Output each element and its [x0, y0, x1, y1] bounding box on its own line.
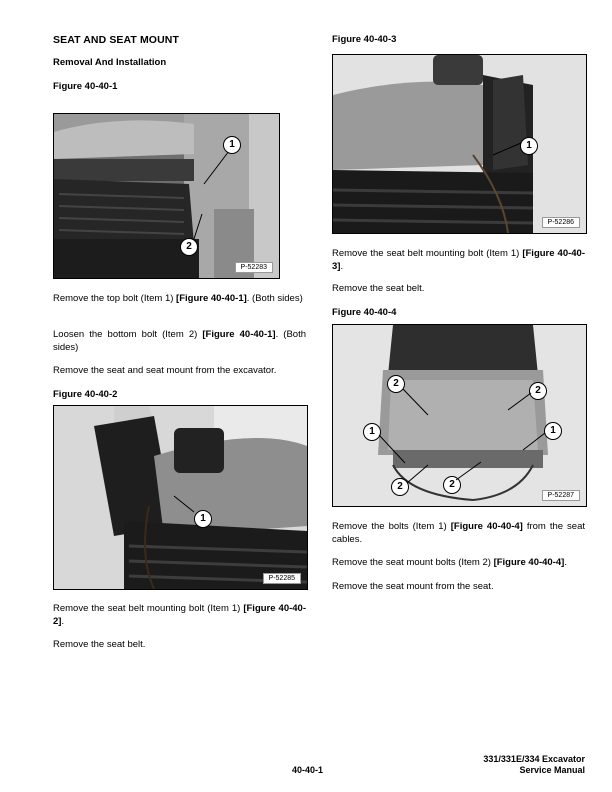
- figure-2-caption: Figure 40-40-2: [53, 389, 118, 400]
- callout-item-1: 1: [520, 137, 538, 155]
- manual-title: [440, 754, 585, 776]
- figure-2-part-number: P-52285: [263, 573, 301, 584]
- figure-3-caption: Figure 40-40-3: [332, 34, 397, 45]
- paragraph-remove-bolts-seat-cables: Remove the bolts (Item 1) [Figure 40-40-4] from the seat cables.: [332, 521, 585, 545]
- callout-item-2: 2: [391, 478, 409, 496]
- figure-4-caption: Figure 40-40-4: [332, 307, 397, 318]
- callout-item-1: 1: [223, 136, 241, 154]
- callout-item-2: 2: [387, 375, 405, 393]
- paragraph-remove-seat-belt-bolt-2: Remove the seat belt mounting bolt (Item 1) [Figure 40-40-3].: [332, 248, 585, 272]
- manual-title-line-1: 331/331E/334 Excavator: [483, 754, 585, 764]
- figure-4-image: [332, 324, 587, 507]
- figure-1-part-number: P-52283: [235, 262, 273, 273]
- figure-3-part-number: P-52286: [542, 217, 580, 228]
- paragraph-loosen-bottom-bolt: Loosen the bottom bolt (Item 2) [Figure 40-40-1]. (Both sides): [53, 329, 306, 353]
- figure-4-part-number: P-52287: [542, 490, 580, 501]
- figure-1-caption: Figure 40-40-1: [53, 81, 118, 92]
- figure-3-image: [332, 54, 587, 234]
- callout-item-2: 2: [529, 382, 547, 400]
- paragraph-remove-seat: Remove the seat and seat mount from the excavator.: [53, 365, 277, 376]
- callout-item-1: 1: [194, 510, 212, 528]
- manual-title-line-2: Service Manual: [519, 765, 585, 775]
- paragraph-remove-seat-belt-2: Remove the seat belt.: [332, 283, 425, 294]
- paragraph-remove-seat-belt: Remove the seat belt.: [53, 639, 146, 650]
- callout-item-2: 2: [443, 476, 461, 494]
- paragraph-remove-seat-mount-bolts: Remove the seat mount bolts (Item 2) [Figure 40-40-4].: [332, 557, 567, 568]
- callout-item-1: 1: [544, 422, 562, 440]
- paragraph-remove-seat-mount: Remove the seat mount from the seat.: [332, 581, 494, 592]
- callout-item-1: 1: [363, 423, 381, 441]
- section-title: SEAT AND SEAT MOUNT: [53, 34, 179, 46]
- subsection-title: Removal And Installation: [53, 57, 167, 68]
- page-number: 40-40-1: [292, 765, 324, 775]
- paragraph-remove-top-bolt: Remove the top bolt (Item 1) [Figure 40-40-1]. (Both sides): [53, 293, 303, 304]
- figure-2-image: [53, 405, 308, 590]
- figure-1-image: [53, 113, 280, 279]
- callout-item-2: 2: [180, 238, 198, 256]
- paragraph-remove-seat-belt-bolt: Remove the seat belt mounting bolt (Item 1) [Figure 40-40-2].: [53, 603, 306, 627]
